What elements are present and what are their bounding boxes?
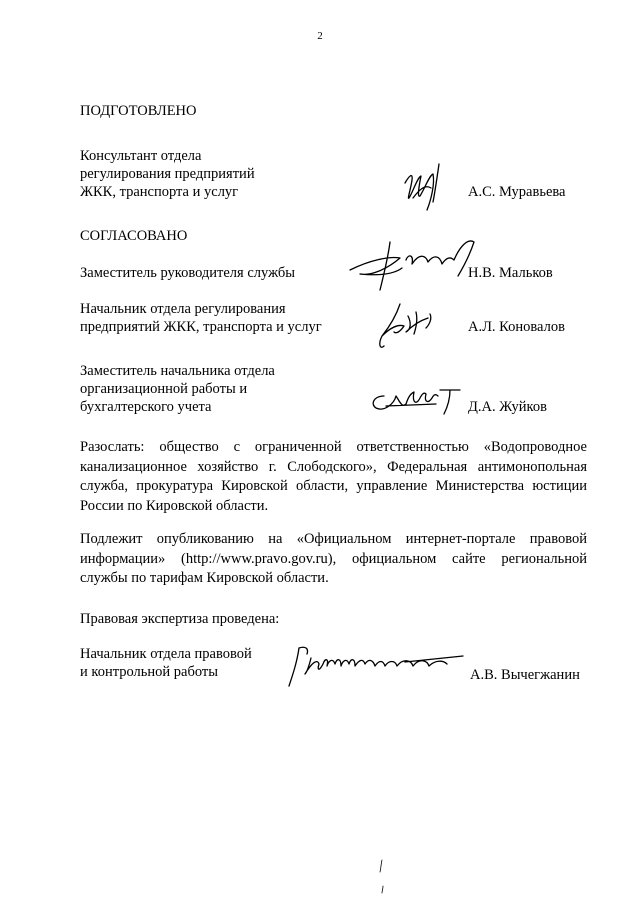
- publication-paragraph: Подлежит опубликованию на «Официальном интернет-портале правовой информации» (http://www.pravo.gov.ru), официальном сайте региональной службы по тарифам Кировской области.: [80, 531, 587, 586]
- position-line: бухгалтерского учета: [80, 399, 212, 415]
- agreed-heading: СОГЛАСОВАНО: [80, 228, 188, 244]
- signer-1-name: Н.В. Мальков: [468, 265, 553, 281]
- prepared-position: [80, 147, 255, 201]
- prepared-name: А.С. Муравьева: [468, 184, 566, 200]
- signer-1-position: Заместитель руководителя службы: [80, 265, 296, 281]
- position-line: Начальник отдела регулирования: [80, 301, 286, 317]
- position-line: организационной работы и: [80, 381, 248, 397]
- position-line: и контрольной работы: [80, 664, 218, 680]
- distribution-paragraph: Разослать: общество с ограниченной ответственностью «Водопроводное канализационное хозяйство г. Слободского», Федеральная антимонопольная служба, прокуратура Кировской области, управление Министерства юстиции России по Кировской области.: [80, 439, 587, 514]
- position-line: ЖКК, транспорта и услуг: [80, 184, 239, 200]
- signature-konovalov: [370, 296, 455, 354]
- position-line: Консультант отдела: [80, 148, 202, 164]
- signature-zhuykov: [366, 382, 466, 422]
- signer-2-name: А.Л. Коновалов: [468, 319, 565, 335]
- signature-muravyeva: [395, 158, 465, 213]
- scan-marks: [376, 858, 390, 898]
- prepared-heading: ПОДГОТОВЛЕНО: [80, 103, 197, 119]
- page-number: 2: [317, 30, 323, 42]
- legal-review-heading: Правовая экспертиза проведена:: [80, 611, 280, 627]
- legal-review-name: А.В. Вычегжанин: [470, 667, 580, 683]
- legal-review-position: [80, 645, 252, 681]
- signature-vychegzhanin: [285, 638, 475, 690]
- position-line: предприятий ЖКК, транспорта и услуг: [80, 319, 322, 335]
- signer-3-name: Д.А. Жуйков: [468, 399, 547, 415]
- signature-malkov: [330, 230, 490, 300]
- signer-3-position: [80, 362, 275, 416]
- position-line: Начальник отдела правовой: [80, 646, 252, 662]
- position-line: регулирования предприятий: [80, 166, 255, 182]
- position-line: Заместитель начальника отдела: [80, 363, 275, 379]
- signer-2-position: [80, 300, 322, 336]
